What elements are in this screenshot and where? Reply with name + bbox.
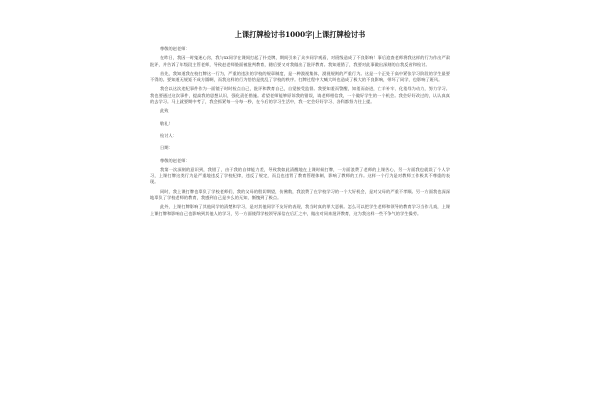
document-title: 上课打牌检讨书1000字|上课打牌检讨书 — [234, 30, 366, 39]
salutation: 尊敬的赵老师： — [160, 46, 190, 51]
salutation: 尊敬的赵老师： — [160, 157, 190, 163]
paragraph: 我会以这次违纪事件作为一面镜子时时检点自己，批评和教育自己，自觉接受监督。我要知羞而警醒，知羞而奋进，亡羊补牢、化羞辱为动力，努力学习。我也要通过这次事件，提高我的思想认识，强化责任措施。希望老师能够原谅我的错误，请老师相信我，一个做好学生的一个机会。我会好好改过的，认认真真的去学习。马上就要期中考了，我会抓紧每一分每一秒，在今后的学习生活中，我一定会好好学习、各科都努力往上提。 — [150, 86, 450, 105]
paragraph: 首先，我知道我在校打牌这一行为，严重的违法的学校的规章制度，是一种漠视集体，漠视规则的严重行为。这是一个正处于高中紧张学习阶段的学生最要不得的。要知道无规矩不成方圆啊，而我这样的行为恰恰是扰乱了学校的秩序。打牌过程中大喊大叫也造成了极大的不良影响，带坏了同学，也影响了班风。 — [150, 70, 450, 83]
signer-label: 检讨人： — [160, 132, 177, 138]
document-page — [150, 30, 450, 370]
paragraph: 此外，上课打牌影响了其他同学的清楚和学习，是对其他同学不友好的表现，我当时真的罪大恶极。怎么可以把学生老师和领导的教育学习当作儿戏，上课上课打牌和影响自己也影响到其他人的学习，另一方面使得学校领导深信在后汇之中，做出对同来批评教育，这为我这样一些不争气的学生操劳。 — [150, 204, 450, 216]
date-label: 日期： — [160, 145, 173, 151]
paragraph: 我第一次深刻的意识到，我错了，由于我的自律能力差，导致我如此清醒地在上课时候打牌，一方面浪费了老师的上课苦心，另一方面我也就误了个人学习，上课打牌这类行为是严重地违反了学校纪律，违反了规定，而且也违背了教育管理体制，影响了教师的工作。这样一个行为是对教师工作极其不尊重的表现。 — [150, 166, 450, 185]
closing-line: 此致 — [160, 108, 169, 114]
paragraph: 同时，我上课打牌也辜负了学校老师们，我的父母的殷切期望，仿佛数，我浪费了在学校学习的一个大好机会，是对父母的严重不孝顺。另一方面我也深深地辜负了学校老师的教育，我感到自己是多么的无知，惭愧到了极点。 — [150, 188, 450, 201]
closing-line: 敬礼！ — [160, 120, 173, 126]
paragraph: 在昨日，我因一时鬼迷心窍，我与xx同学在课间打起了扑克牌，期间引来了众多同学观看，对班级造成了不良影响！事后追查老师将我这样的行为作出严肃批评，并告诉了年级段主管老师，导致赵老师脸面被批判教育，随后要又对我做出了批评教育。我知道错了，我要对此事做出深刻的自我反省和检讨。 — [150, 55, 450, 67]
